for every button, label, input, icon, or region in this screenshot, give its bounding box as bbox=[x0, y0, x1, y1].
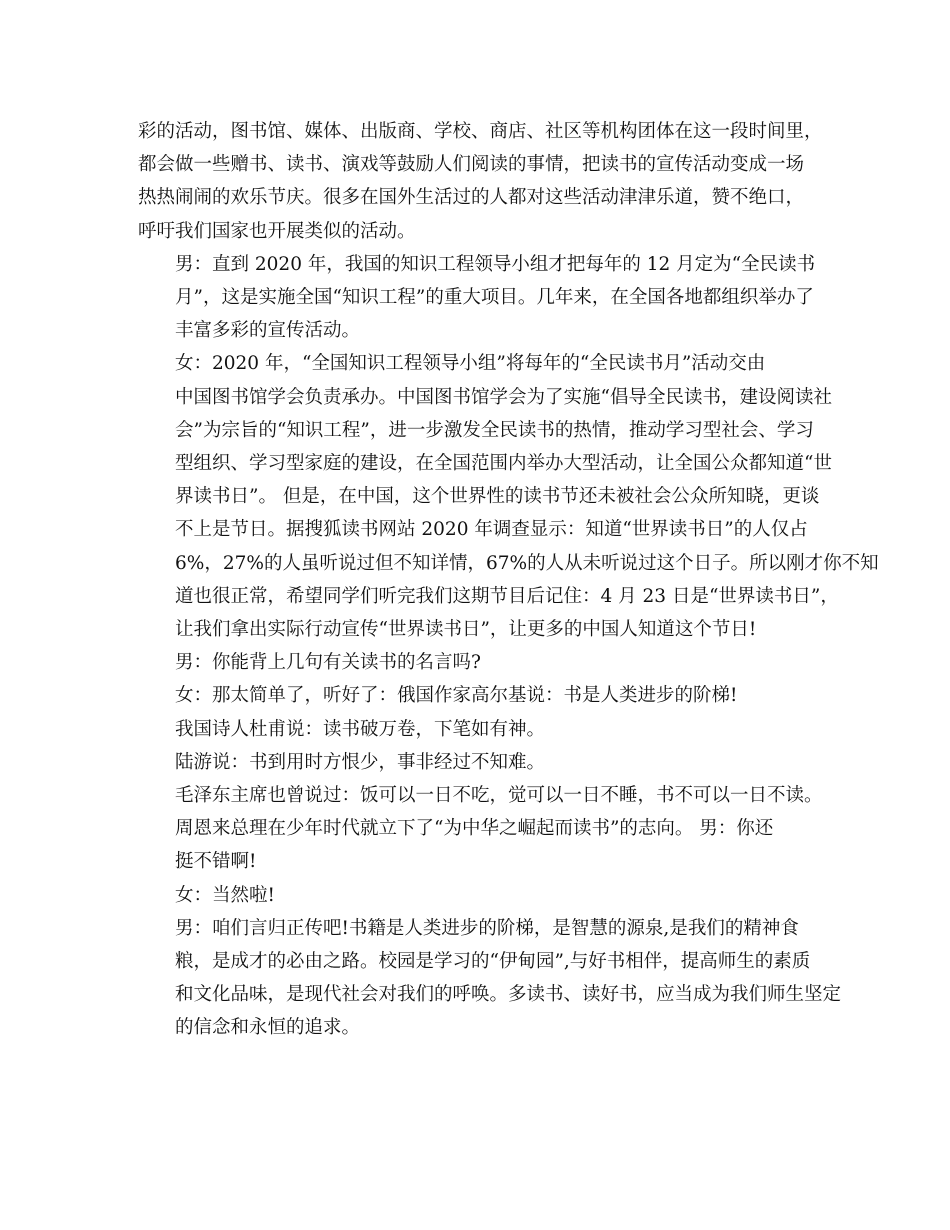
paragraph bbox=[138, 347, 879, 646]
paragraph bbox=[138, 779, 824, 812]
paragraph bbox=[138, 115, 824, 248]
text-line: 让我们拿出实际行动宣传“世界读书日”，让更多的中国人知道这个节日! bbox=[175, 619, 757, 641]
text-line: 的信念和永恒的追求。 bbox=[175, 1017, 361, 1039]
text-line: 周恩来总理在少年时代就立下了“为中华之崛起而读书”的志向。 男：你还 bbox=[175, 818, 774, 840]
paragraph bbox=[138, 912, 842, 1045]
text-line: 陆游说：书到用时方恨少，事非经过不知难。 bbox=[175, 751, 546, 773]
text-line: 女：那太简单了，听好了：俄国作家高尔基说：书是人类进步的阶梯! bbox=[175, 685, 738, 707]
text-line: 男：咱们言归正传吧!书籍是人类进步的阶梯，是智慧的源泉,是我们的精神食 bbox=[175, 917, 799, 939]
paragraph bbox=[138, 679, 824, 712]
text-line: 彩的活动，图书馆、媒体、出版商、学校、商店、社区等机构团体在这一段时间里， bbox=[138, 121, 823, 142]
text-line: 道也很正常，希望同学们听完我们这期节目后记住：4 月 23 日是“世界读书日”， bbox=[175, 585, 839, 607]
text-line: 男：你能背上几句有关读书的名言吗? bbox=[175, 652, 481, 674]
text-line: 会”为宗旨的“知识工程”，进一步激发全民读书的热情，推动学习型社会、学习 bbox=[175, 419, 814, 441]
text-line: 都会做一些赠书、读书、演戏等鼓励人们阅读的事情，把读书的宣传活动变成一场 bbox=[138, 154, 805, 176]
paragraph bbox=[138, 746, 824, 779]
text-line: 女：当然啦! bbox=[175, 884, 275, 906]
text-line: 毛泽东主席也曾说过：饭可以一日不吃，觉可以一日不睡，书不可以一日不读。 bbox=[175, 785, 823, 807]
text-line: 男：直到 2020 年，我国的知识工程领导小组才把每年的 12 月定为“全民读书 bbox=[175, 253, 816, 275]
text-line: 型组织、学习型家庭的建设，在全国范围内举办大型活动，让全国公众都知道“世 bbox=[175, 453, 832, 475]
text-line: 丰富多彩的宣传活动。 bbox=[175, 320, 361, 342]
text-line: 我国诗人杜甫说：读书破万卷，下笔如有神。 bbox=[175, 718, 546, 740]
text-line: 粮，是成才的必由之路。校园是学习的“伊甸园”,与好书相伴，提高师生的素质 bbox=[175, 951, 811, 973]
text-line: 挺不错啊! bbox=[175, 851, 257, 873]
text-line: 和文化品味，是现代社会对我们的呼唤。多读书、读好书，应当成为我们师生坚定 bbox=[175, 984, 842, 1006]
text-line: 热热闹闹的欢乐节庆。很多在国外生活过的人都对这些活动津津乐道，赞不绝口， bbox=[138, 187, 805, 209]
text-line: 月”，这是实施全国“知识工程”的重大项目。几年来，在全国各地都组织举办了 bbox=[175, 287, 814, 309]
text-line: 呼吁我们国家也开展类似的活动。 bbox=[138, 220, 416, 242]
paragraph bbox=[138, 248, 824, 348]
text-line: 不上是节日。据搜狐读书网站 2020 年调查显示：知道“世界读书日”的人仅占 bbox=[175, 519, 808, 541]
text-line: 界读书日”。 但是，在中国，这个世界性的读书节还未被社会公众所知晓，更谈 bbox=[175, 486, 820, 508]
text-line: 6%，27%的人虽听说过但不知详情，67%的人从未听说过这个日子。所以刚才你不知 bbox=[175, 552, 879, 574]
document-body bbox=[138, 115, 879, 1045]
text-line: 中国图书馆学会负责承办。中国图书馆学会为了实施“倡导全民读书，建设阅读社 bbox=[175, 386, 832, 408]
paragraph bbox=[138, 713, 824, 746]
paragraph bbox=[138, 812, 824, 878]
paragraph bbox=[138, 879, 824, 912]
paragraph bbox=[138, 646, 824, 679]
text-line: 女：2020 年，“全国知识工程领导小组”将每年的“全民读书月”活动交由 bbox=[175, 353, 766, 375]
